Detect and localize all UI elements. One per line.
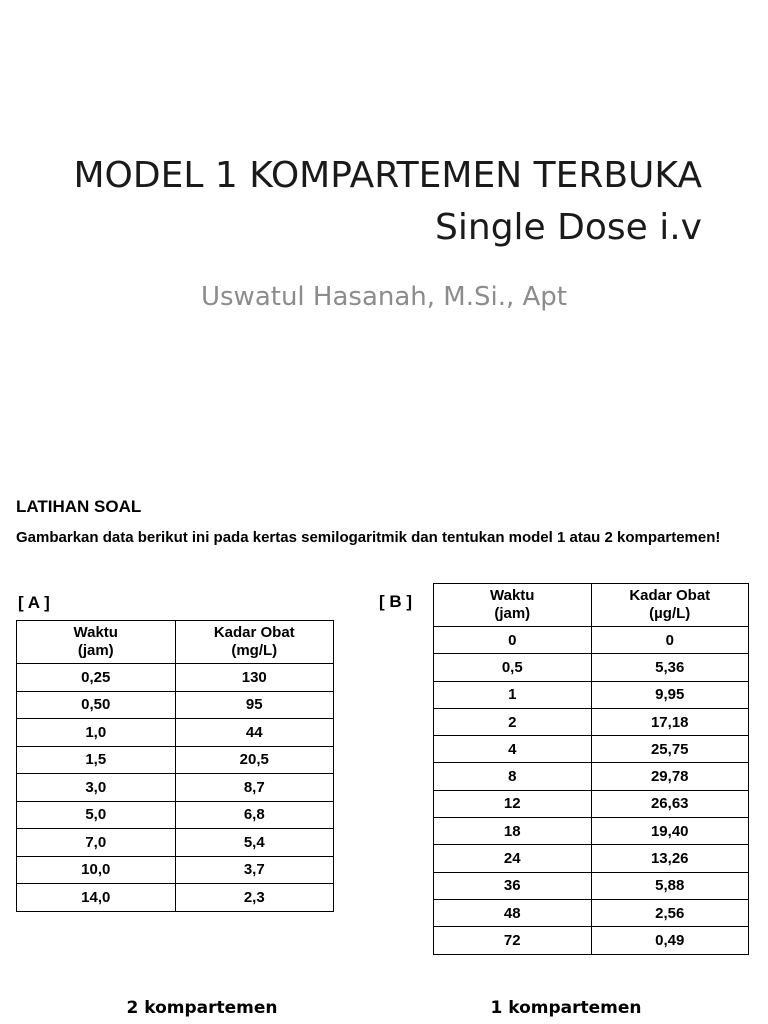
concentration-cell: 26,63 [591, 790, 749, 817]
time-cell: 14,0 [17, 884, 176, 912]
time-cell: 7,0 [17, 829, 176, 857]
concentration-cell: 19,40 [591, 818, 749, 845]
table-row [434, 708, 749, 735]
table-row [434, 681, 749, 708]
table-row [434, 845, 749, 872]
concentration-cell: 5,4 [175, 829, 334, 857]
header-time-unit: (jam) [494, 605, 531, 622]
header-concentration-unit: (µg/L) [649, 605, 691, 622]
table-row [17, 774, 334, 802]
concentration-cell: 5,36 [591, 654, 749, 681]
header-time-label: Waktu [490, 587, 535, 604]
answer-table-b: 1 kompartemen [490, 998, 642, 1018]
time-cell: 24 [434, 845, 592, 872]
table-row [17, 884, 334, 912]
table-row [434, 872, 749, 899]
table-b-header-time [434, 584, 592, 627]
slide-subtitle: Uswatul Hasanah, M.Si., Apt [200, 282, 568, 312]
table-row [434, 818, 749, 845]
time-cell: 10,0 [17, 856, 176, 884]
table-row [434, 927, 749, 954]
time-cell: 0,50 [17, 691, 176, 719]
time-cell: 3,0 [17, 774, 176, 802]
title-line-2: Single Dose i.v [435, 207, 702, 248]
time-cell: 12 [434, 790, 592, 817]
data-table-a [16, 620, 334, 912]
concentration-cell: 2,56 [591, 899, 749, 926]
table-a-label: [ A ] [18, 593, 50, 612]
time-cell: 0,25 [17, 664, 176, 692]
table-a-header-time [17, 621, 176, 664]
concentration-cell: 2,3 [175, 884, 334, 912]
title-line-1: MODEL 1 KOMPARTEMEN TERBUKA [73, 155, 702, 196]
table-row [434, 790, 749, 817]
header-concentration-label: Kadar Obat [213, 624, 295, 641]
time-cell: 1,5 [17, 746, 176, 774]
table-row [434, 763, 749, 790]
table-row [17, 691, 334, 719]
concentration-cell: 95 [175, 691, 334, 719]
concentration-cell: 44 [175, 719, 334, 747]
concentration-cell: 17,18 [591, 708, 749, 735]
time-cell: 2 [434, 708, 592, 735]
time-cell: 72 [434, 927, 592, 954]
concentration-cell: 0,49 [591, 927, 749, 954]
header-time-label: Waktu [73, 624, 118, 641]
time-cell: 0,5 [434, 654, 592, 681]
table-row [17, 719, 334, 747]
table-row [434, 627, 749, 654]
header-concentration-unit: (mg/L) [231, 642, 278, 659]
concentration-cell: 13,26 [591, 845, 749, 872]
exercise-instruction: Gambarkan data berikut ini pada kertas semilogaritmik dan tentukan model 1 atau 2 kompartemen! [16, 529, 721, 546]
time-cell: 18 [434, 818, 592, 845]
table-row [434, 736, 749, 763]
concentration-cell: 20,5 [175, 746, 334, 774]
concentration-cell: 8,7 [175, 774, 334, 802]
time-cell: 4 [434, 736, 592, 763]
answer-table-a: 2 kompartemen [126, 998, 278, 1018]
table-row [17, 829, 334, 857]
table-row [434, 899, 749, 926]
header-time-unit: (jam) [77, 642, 114, 659]
header-concentration-label: Kadar Obat [629, 587, 711, 604]
table-a-header-concentration [175, 621, 334, 664]
table-row [17, 746, 334, 774]
time-cell: 36 [434, 872, 592, 899]
concentration-cell: 6,8 [175, 801, 334, 829]
concentration-cell: 25,75 [591, 736, 749, 763]
time-cell: 0 [434, 627, 592, 654]
concentration-cell: 130 [175, 664, 334, 692]
data-table-b [433, 583, 749, 955]
time-cell: 1,0 [17, 719, 176, 747]
concentration-cell: 0 [591, 627, 749, 654]
concentration-cell: 3,7 [175, 856, 334, 884]
table-row [434, 654, 749, 681]
slide-title [22, 150, 702, 254]
table-row [17, 801, 334, 829]
time-cell: 1 [434, 681, 592, 708]
concentration-cell: 5,88 [591, 872, 749, 899]
concentration-cell: 9,95 [591, 681, 749, 708]
concentration-cell: 29,78 [591, 763, 749, 790]
time-cell: 48 [434, 899, 592, 926]
table-row [17, 856, 334, 884]
exercise-heading: LATIHAN SOAL [16, 497, 142, 516]
table-b-header-concentration [591, 584, 749, 627]
time-cell: 8 [434, 763, 592, 790]
time-cell: 5,0 [17, 801, 176, 829]
table-b-label: [ B ] [379, 592, 413, 611]
table-row [17, 664, 334, 692]
